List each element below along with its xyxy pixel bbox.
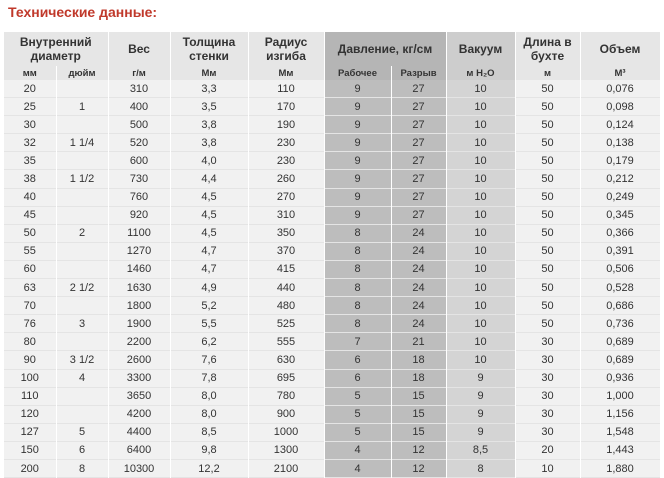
unit-mm: мм xyxy=(4,66,56,80)
table-row: 40 760 4,5 270 9 27 10 50 0,249 xyxy=(4,188,660,206)
header-volume: Объем xyxy=(580,32,660,66)
unit-radius: Мм xyxy=(248,66,324,80)
table-row: 35 600 4,0 230 9 27 10 50 0,179 xyxy=(4,152,660,170)
header-length: Длина в бухте xyxy=(515,32,580,66)
table-row: 76 3 1900 5,5 525 8 24 10 50 0,736 xyxy=(4,315,660,333)
table-row: 38 1 1/2 730 4,4 260 9 27 10 50 0,212 xyxy=(4,170,660,188)
page-title: Технические данные: xyxy=(8,4,158,20)
table-row: 50 2 1100 4,5 350 8 24 10 50 0,366 xyxy=(4,224,660,242)
table-row: 32 1 1/4 520 3,8 230 9 27 10 50 0,138 xyxy=(4,134,660,152)
header-vacuum: Вакуум xyxy=(446,32,515,66)
unit-wall: Мм xyxy=(170,66,248,80)
table-row: 70 1800 5,2 480 8 24 10 50 0,686 xyxy=(4,297,660,315)
units-row xyxy=(4,66,660,80)
header-pressure: Давление, кг/см xyxy=(324,32,446,66)
header-weight: Вес xyxy=(108,32,170,66)
unit-length: м xyxy=(515,66,580,80)
table-row: 80 2200 6,2 555 7 21 10 30 0,689 xyxy=(4,333,660,351)
unit-weight: г/м xyxy=(108,66,170,80)
table-row: 55 1270 4,7 370 8 24 10 50 0,391 xyxy=(4,242,660,260)
table-row: 127 5 4400 8,5 1000 5 15 9 30 1,548 xyxy=(4,423,660,441)
table-row: 100 4 3300 7,8 695 6 18 9 30 0,936 xyxy=(4,369,660,387)
table-row: 25 1 400 3,5 170 9 27 10 50 0,098 xyxy=(4,98,660,116)
unit-vacuum: м H₂O xyxy=(446,66,515,80)
spec-table-body xyxy=(4,80,660,478)
unit-volume: М³ xyxy=(580,66,660,80)
unit-working: Рабочее xyxy=(324,66,391,80)
table-row: 150 6 6400 9,8 1300 4 12 8,5 20 1,443 xyxy=(4,441,660,459)
table-row: 45 920 4,5 310 9 27 10 50 0,345 xyxy=(4,206,660,224)
table-row: 60 1460 4,7 415 8 24 10 50 0,506 xyxy=(4,260,660,278)
table-row: 120 4200 8,0 900 5 15 9 30 1,156 xyxy=(4,405,660,423)
table-row: 90 3 1/2 2600 7,6 630 6 18 10 30 0,689 xyxy=(4,351,660,369)
table-row: 200 8 10300 12,2 2100 4 12 8 10 1,880 xyxy=(4,459,660,477)
table-row: 110 3650 8,0 780 5 15 9 30 1,000 xyxy=(4,387,660,405)
unit-inch: дюйм xyxy=(56,66,108,80)
header-radius: Радиус изгиба xyxy=(248,32,324,66)
header-row xyxy=(4,32,660,66)
header-wall: Толщина стенки xyxy=(170,32,248,66)
table-row: 30 500 3,8 190 9 27 10 50 0,124 xyxy=(4,116,660,134)
table-row: 20 310 3,3 110 9 27 10 50 0,076 xyxy=(4,80,660,98)
unit-burst: Разрыв xyxy=(391,66,446,80)
spec-table xyxy=(4,32,661,478)
header-inner-diameter: Внутренний диаметр xyxy=(4,32,108,66)
table-row: 63 2 1/2 1630 4,9 440 8 24 10 50 0,528 xyxy=(4,279,660,297)
